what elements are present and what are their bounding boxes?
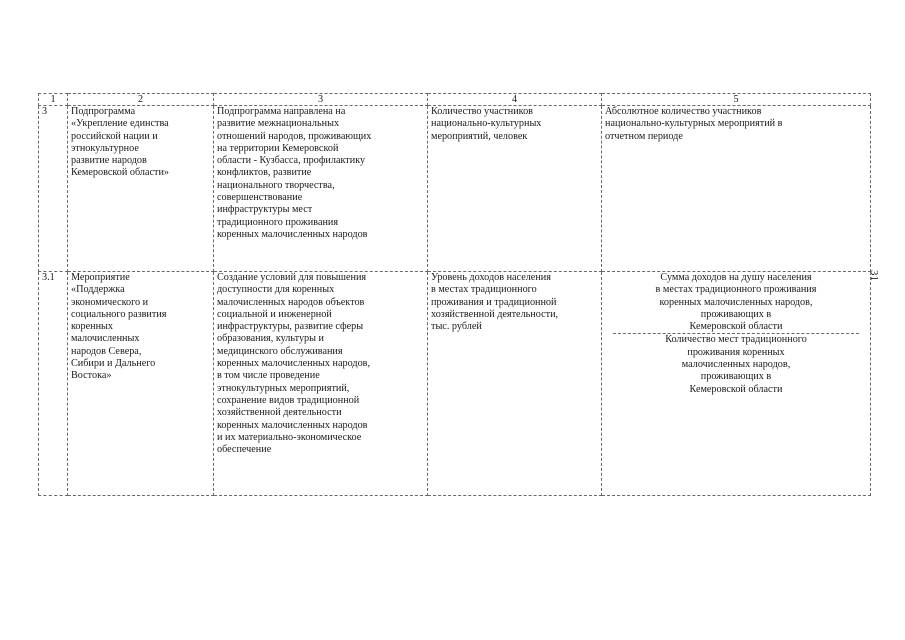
indicators-table xyxy=(38,93,871,496)
column-number-2: 2 xyxy=(68,94,214,106)
row-number: 3.1 xyxy=(39,272,68,496)
program-description: Подпрограмма направлена на развитие межнациональных отношений народов, проживающих на территории Кемеровской области - Кузбасса, профилактику конфликтов, развитие национального творчества, совершенствование инфраструктуры мест традиционного проживания коренных малочисленных народов xyxy=(214,106,428,272)
program-name: Подпрограмма «Укрепление единства российской нации и этнокультурное развитие народов Кемеровской области» xyxy=(68,106,214,272)
program-name: Мероприятие «Поддержка экономического и социального развития коренных малочисленных народов Севера, Сибири и Дальнего Востока» xyxy=(68,272,214,496)
column-number-row xyxy=(39,94,871,106)
table-row xyxy=(39,272,871,496)
column-number-5: 5 xyxy=(602,94,871,106)
table-row xyxy=(39,106,871,272)
formula-numerator: Сумма доходов на душу населения в местах традиционного проживания коренных малочисленных народов, проживающих в Кемеровской области xyxy=(655,272,817,333)
program-description: Создание условий для повышения доступности для коренных малочисленных народов объектов социальной и инженерной инфраструктуры, развитие сферы образования, культуры и медицинского обслуживания коренных малочисленных народов, в том числе проведение этнокультурных мероприятий, сохранение видов традиционной хозяйственной деятельности коренных малочисленных народов и их материально-экономическое обеспечение xyxy=(214,272,428,496)
indicator-name: Количество участников национально-культурных мероприятий, человек xyxy=(428,106,602,272)
column-number-4: 4 xyxy=(428,94,602,106)
column-number-3: 3 xyxy=(214,94,428,106)
row-number: 3 xyxy=(39,106,68,272)
formula-denominator: Количество мест традиционного проживания коренных малочисленных народов, проживающих в Кемеровской области xyxy=(613,333,859,395)
indicator-formula: Абсолютное количество участников национально-культурных мероприятий в отчетном периоде xyxy=(602,106,871,272)
column-number-1: 1 xyxy=(39,94,68,106)
indicator-name: Уровень доходов населения в местах традиционного проживания и традиционной хозяйственной деятельности, тыс. рублей xyxy=(428,272,602,496)
indicator-formula xyxy=(602,272,871,496)
page-number: 31 xyxy=(868,270,880,281)
